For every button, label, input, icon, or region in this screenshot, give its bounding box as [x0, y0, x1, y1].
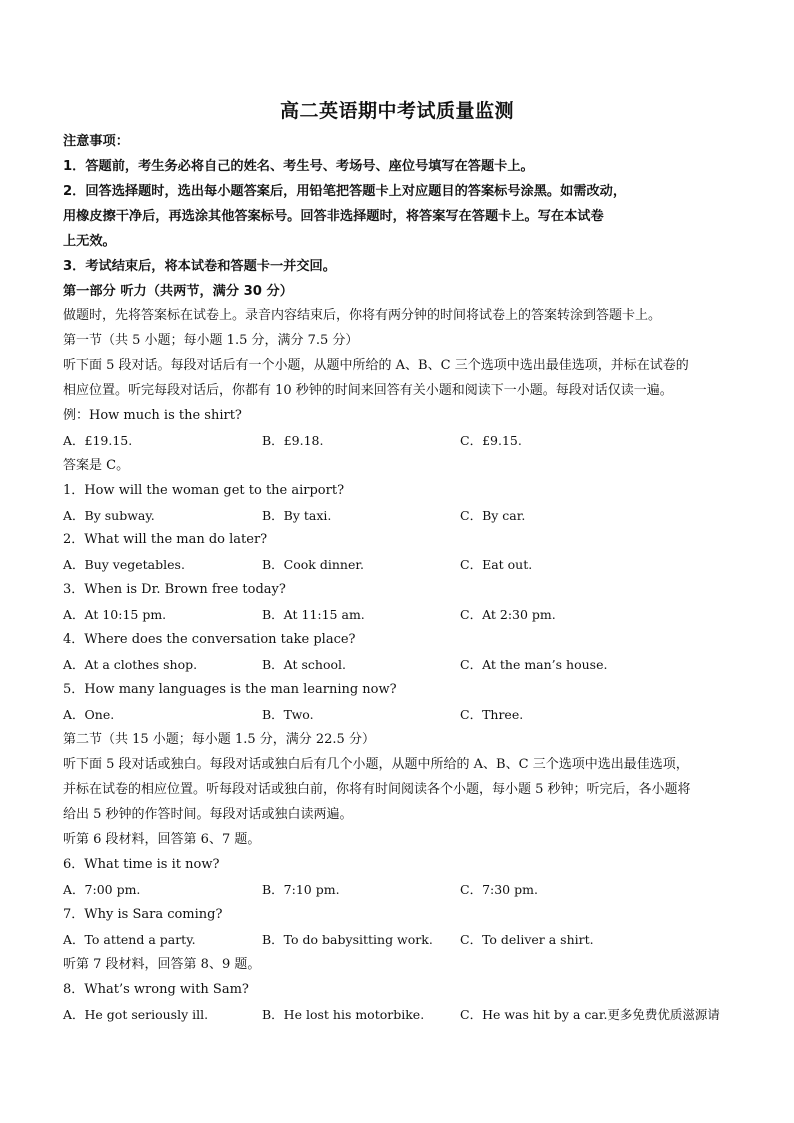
notice-item-2-line-3: 上无效。	[63, 234, 116, 249]
notice-item-2-line-1: 2．回答选择题时，选出每小题答案后，用铅笔把答题卡上对应题目的答案标号涂黑。如需改动，	[63, 184, 627, 199]
question-6-option-c: C．7:30 pm.	[460, 882, 538, 897]
section1-instruction-line-2: 相应位置。听完每段对话后，你都有 10 秒钟的时间来回答有关小题和阅读下一小题。每段对话仅读一遍。	[63, 383, 673, 398]
question-8-option-b: B．He lost his motorbike.	[262, 1007, 425, 1022]
question-7: 7．Why is Sara coming?	[63, 907, 223, 922]
question-1-option-c: C．By car.	[460, 508, 526, 523]
question-4-option-b: B．At school.	[262, 657, 346, 672]
notice-item-2-line-2: 用橡皮擦干净后，再选涂其他答案标号。回答非选择题时，将答案写在答题卡上。写在本试卷	[63, 209, 604, 224]
question-3-option-a: A．At 10:15 pm.	[63, 607, 167, 622]
question-2: 2．What will the man do later?	[63, 532, 268, 547]
material-6-heading: 听第 6 段材料，回答第 6、7 题。	[63, 832, 261, 847]
notice-item-1: 1．答题前，考生务必将自己的姓名、考生号、考场号、座位号填写在答题卡上。	[63, 159, 534, 174]
question-8-option-a: A．He got seriously ill.	[63, 1007, 209, 1022]
question-6: 6．What time is it now?	[63, 857, 220, 872]
question-5-option-b: B．Two.	[262, 707, 314, 722]
section2-instruction-line-3: 给出 5 秒钟的作答时间。每段对话或独白读两遍。	[63, 807, 353, 822]
example-option-a: A．£19.15.	[63, 433, 133, 448]
example-option-b: B．£9.18.	[262, 433, 324, 448]
question-7-option-a: A．To attend a party.	[63, 932, 196, 947]
question-4: 4．Where does the conversation take place?	[63, 632, 356, 647]
question-2-option-b: B．Cook dinner.	[262, 557, 364, 572]
example-question: 例：How much is the shirt?	[63, 408, 242, 423]
notice-item-3: 3．考试结束后，将本试卷和答题卡一并交回。	[63, 259, 336, 274]
question-2-option-a: A．Buy vegetables.	[63, 557, 185, 572]
section1-heading: 第一节（共 5 小题；每小题 1.5 分，满分 7.5 分）	[63, 333, 359, 348]
question-4-option-a: A．At a clothes shop.	[63, 657, 198, 672]
question-8-option-c: C．He was hit by a car.更多免费优质滋源请	[460, 1007, 720, 1022]
question-7-option-b: B．To do babysitting work.	[262, 932, 433, 947]
question-2-option-c: C．Eat out.	[460, 557, 533, 572]
material-7-heading: 听第 7 段材料，回答第 8、9 题。	[63, 957, 261, 972]
notice-heading: 注意事项：	[63, 134, 129, 149]
example-answer: 答案是 C。	[63, 458, 130, 473]
question-6-option-b: B．7:10 pm.	[262, 882, 340, 897]
example-option-c: C．£9.15.	[460, 433, 522, 448]
question-1-option-b: B．By taxi.	[262, 508, 332, 523]
section2-instruction-line-1: 听下面 5 段对话或独白。每段对话或独白后有几个小题，从题中所给的 A、B、C 三个选项中选出最佳选项，	[63, 757, 689, 772]
question-5-option-c: C．Three.	[460, 707, 524, 722]
section2-instruction-line-2: 并标在试卷的相应位置。听每段对话或独白前，你将有时间阅读各个小题，每小题 5 秒钟；听完后，各小题将	[63, 782, 691, 797]
page-title: 高二英语期中考试质量监测	[279, 100, 514, 122]
question-6-option-a: A．7:00 pm.	[63, 882, 141, 897]
question-3-option-c: C．At 2:30 pm.	[460, 607, 556, 622]
question-4-option-c: C．At the man’s house.	[460, 657, 608, 672]
question-8: 8．What’s wrong with Sam?	[63, 982, 249, 997]
question-5: 5．How many languages is the man learning now?	[63, 682, 397, 697]
section1-instruction-line-1: 听下面 5 段对话。每段对话后有一个小题，从题中所给的 A、B、C 三个选项中选出最佳选项，并标在试卷的	[63, 358, 689, 373]
question-3: 3．When is Dr. Brown free today?	[63, 582, 286, 597]
question-1: 1．How will the woman get to the airport?	[63, 483, 345, 498]
part1-heading: 第一部分 听力（共两节，满分 30 分）	[63, 284, 293, 299]
question-1-option-a: A．By subway.	[63, 508, 155, 523]
section2-heading: 第二节（共 15 小题；每小题 1.5 分，满分 22.5 分）	[63, 732, 375, 747]
question-7-option-c: C．To deliver a shirt.	[460, 932, 594, 947]
question-3-option-b: B．At 11:15 am.	[262, 607, 365, 622]
part1-instruction: 做题时，先将答案标在试卷上。录音内容结束后，你将有两分钟的时间将试卷上的答案转涂到答题卡上。	[63, 308, 662, 323]
question-5-option-a: A．One.	[63, 707, 115, 722]
